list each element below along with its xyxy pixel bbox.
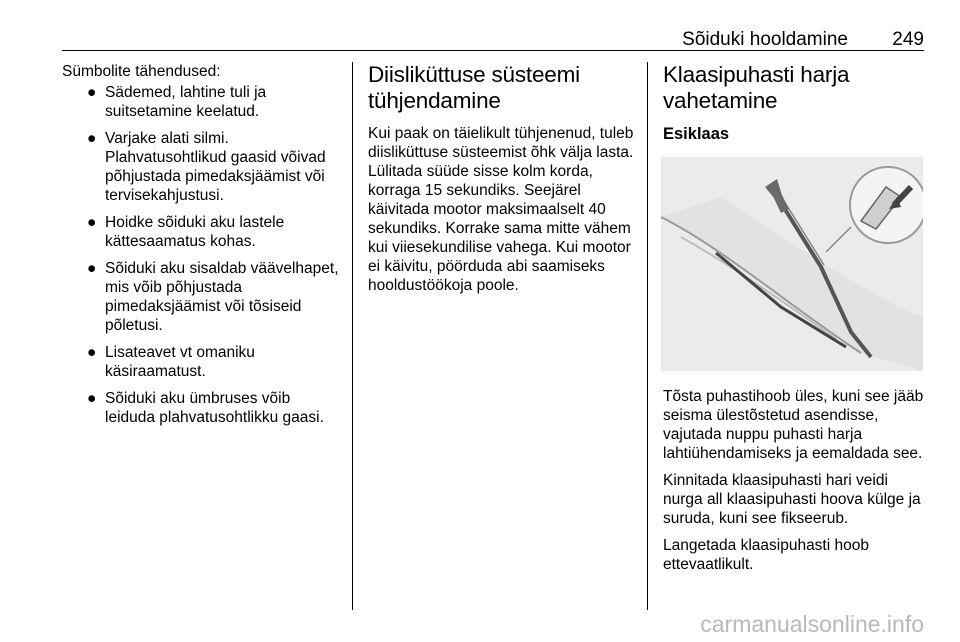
list-item-text: Hoidke sõiduki aku lastele kättesaamatus kohas. [105, 214, 285, 250]
watermark: carmanualsonline.info [700, 611, 924, 637]
wiper-step-3: Langetada klaasipuhasti hoob ettevaatlikult. [663, 537, 869, 573]
section-title: Sõiduki hooldamine [682, 29, 848, 50]
page-header [62, 30, 924, 51]
list-item-text: Lisateavet vt omaniku käsiraamatust. [105, 344, 255, 380]
list-item-text: Sõiduki aku sisaldab väävelhapet, mis võib põhjustada pimedaksjäämist või tõsiseid põletusi. [105, 260, 339, 334]
symbols-list [62, 83, 340, 427]
bullet-icon: ● [87, 390, 97, 407]
column-diesel [368, 62, 636, 303]
bullet-icon: ● [87, 344, 97, 361]
list-item-text: Sädemed, lahtine tuli ja suitsetamine keelatud. [105, 84, 267, 120]
list-item-text: Sõiduki aku ümbruses võib leiduda plahvatusohtlikku gaasi. [105, 390, 324, 426]
bullet-icon: ● [87, 260, 97, 277]
wiper-step-2: Kinnitada klaasipuhasti hari veidi nurga all klaasipuhasti hoova külge ja suruda, kuni see fikseerub. [663, 472, 921, 527]
bullet-icon: ● [87, 214, 97, 231]
column-divider [352, 62, 353, 610]
diesel-paragraph: Kui paak on täielikult tühjenenud, tuleb diisliküttuse süsteemist õhk välja lasta. Lülitada süüde sisse kolm korda, korraga 15 sekundiks. Seejärel käivitada mootor maksimaalselt 40 sekundiks. Korrake sama mitte vähem kui viiesekundilise vahega. Kui mootor ei käivitu, pöörduda abi saamiseks hooldustöökoja poole. [368, 125, 634, 294]
wiper-step-1: Tõsta puhastihoob üles, kuni see jääb seisma ülestõstetud asendisse, vajutada nuppu puhasti harja lahtiühendamiseks ja eemaldada see. [663, 388, 924, 462]
list-item [62, 343, 340, 381]
list-item [62, 389, 340, 427]
list-item [62, 259, 340, 335]
wiper-blade-illustration [661, 157, 923, 371]
page-number: 249 [892, 29, 924, 50]
list-item [62, 83, 340, 121]
bullet-icon: ● [87, 84, 97, 101]
list-item [62, 213, 340, 251]
symbols-intro: Sümbolite tähendused: [62, 63, 221, 80]
list-item [62, 129, 340, 205]
column-symbols [62, 62, 340, 435]
subheading-windscreen: Esiklaas [663, 125, 730, 143]
section-heading-diesel: Diisliküttuse süsteemi tühjendamine [368, 62, 580, 113]
column-divider [647, 62, 648, 610]
wiper-illustration-svg [661, 157, 923, 371]
bullet-icon: ● [87, 130, 97, 147]
section-heading-wiper: Klaasipuhasti harja vahetamine [663, 62, 850, 113]
list-item-text: Varjake alati silmi. Plahvatusohtlikud gaasid võivad põhjustada pimedaksjäämist või tervisekahjustusi. [105, 130, 326, 204]
column-wiper [663, 62, 927, 582]
